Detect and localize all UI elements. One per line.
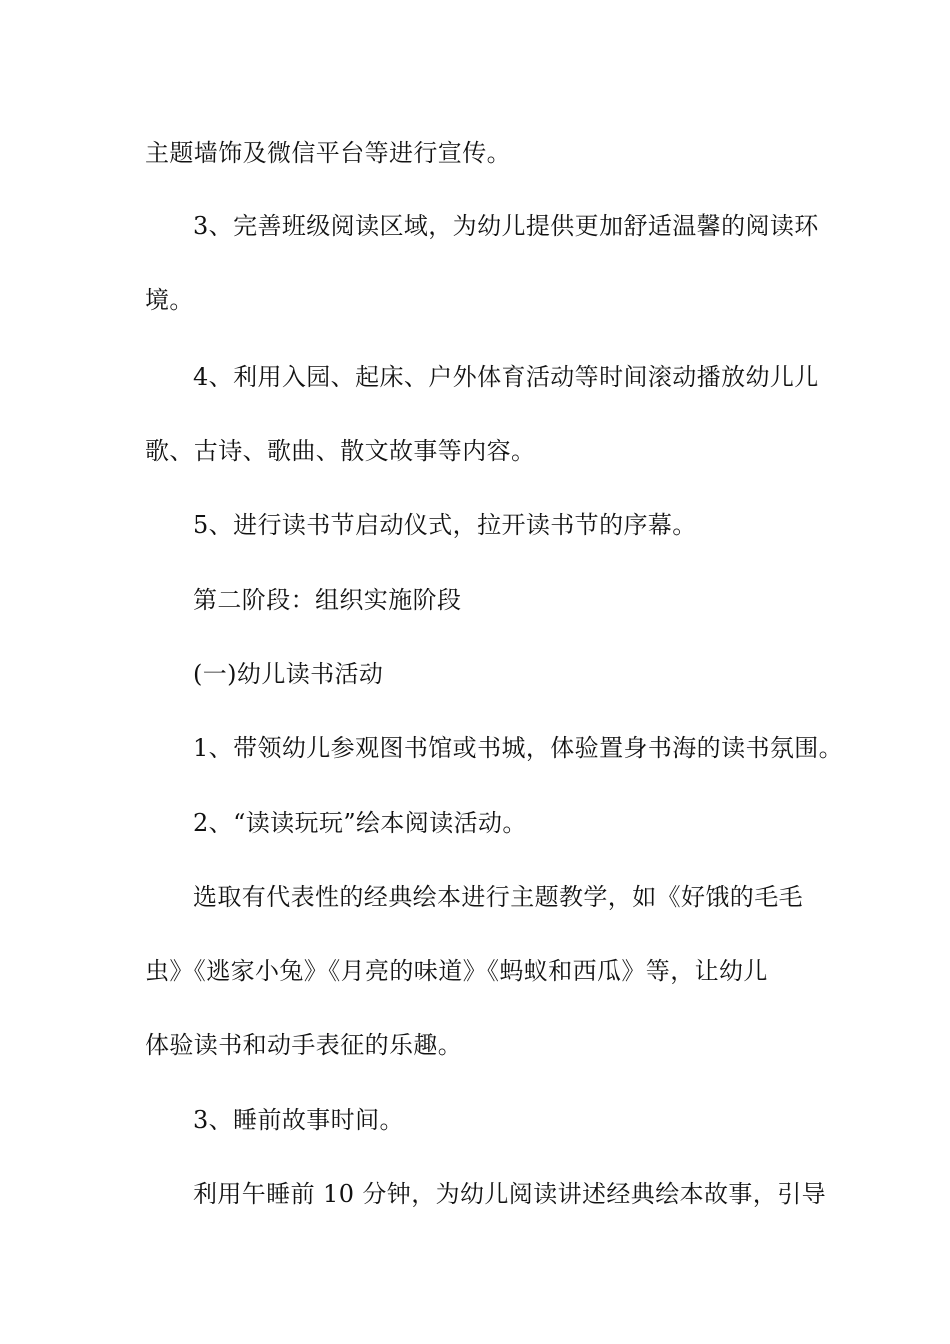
subsection-heading: (一)幼儿读书活动 — [193, 660, 384, 688]
paragraph-line: 1、带领幼儿参观图书馆或书城，体验置身书海的读书氛围。 — [193, 734, 844, 762]
paragraph-line: 3、完善班级阅读区域，为幼儿提供更加舒适温馨的阅读环 — [193, 212, 819, 240]
paragraph-line: 虫》《逃家小兔》《月亮的味道》《蚂蚁和西瓜》等，让幼儿 — [145, 957, 768, 985]
paragraph-line: 歌、古诗、歌曲、散文故事等内容。 — [145, 437, 536, 465]
paragraph-line: 体验读书和动手表征的乐趣。 — [145, 1031, 463, 1059]
paragraph-line: 3、睡前故事时间。 — [193, 1106, 404, 1134]
paragraph-line: 境。 — [145, 286, 194, 314]
paragraph-line: 5、进行读书节启动仪式，拉开读书节的序幕。 — [193, 511, 697, 539]
section-heading: 第二阶段：组织实施阶段 — [193, 586, 462, 614]
paragraph-line: 4、利用入园、起床、户外体育活动等时间滚动播放幼儿儿 — [193, 363, 819, 391]
paragraph-line: 主题墙饰及微信平台等进行宣传。 — [145, 139, 511, 167]
paragraph-line: 2、“读读玩玩”绘本阅读活动。 — [193, 809, 527, 837]
paragraph-line: 选取有代表性的经典绘本进行主题教学，如《好饿的毛毛 — [193, 883, 803, 911]
paragraph-line: 利用午睡前 10 分钟，为幼儿阅读讲述经典绘本故事，引导 — [193, 1180, 826, 1208]
